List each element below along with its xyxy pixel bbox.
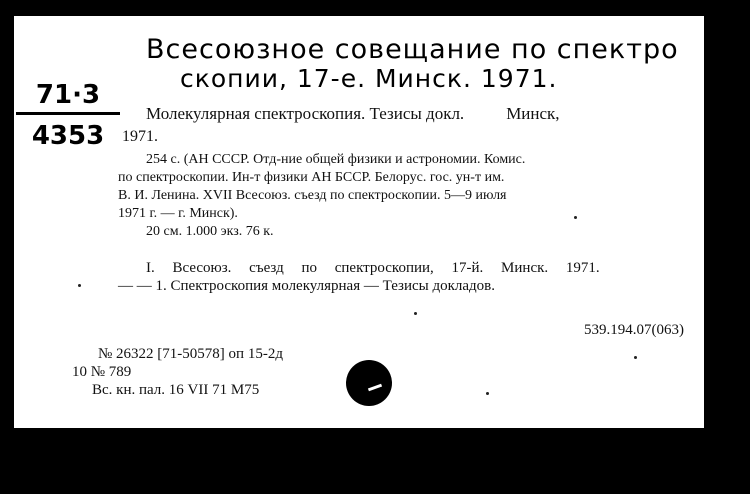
ink-blot	[346, 360, 392, 406]
description-line-3: В. И. Ленина. XVII Всесоюз. съезд по спектроскопии. 5—9 июля	[118, 188, 507, 203]
scan-speck	[574, 216, 577, 219]
size-line: 20 см. 1.000 экз. 76 к.	[146, 224, 274, 239]
scan-speck	[486, 392, 489, 395]
scan-speck	[78, 284, 81, 287]
publication-city: Минск,	[506, 104, 560, 123]
description-line-4: 1971 г. — г. Минск).	[118, 206, 238, 221]
description-line-2: по спектроскопии. Ин-т физики АН БССР. Белорус. гос. ун-т им.	[118, 170, 505, 185]
udc-classification: 539.194.07(063)	[584, 322, 684, 338]
tracing-line-2: — — 1. Спектроскопия молекулярная — Тезисы докладов.	[118, 278, 495, 294]
call-number	[16, 80, 120, 151]
handwritten-heading-line1: Всесоюзное совещание по спектро	[146, 34, 679, 65]
registration-line-2: 10 № 789	[72, 364, 132, 380]
publication-year: 1971.	[122, 128, 158, 145]
registration-line-3: Вс. кн. пал. 16 VII 71 М75	[92, 382, 260, 398]
scan-speck	[414, 312, 417, 315]
description-line-1: 254 с. (АН СССР. Отд-ние общей физики и астрономии. Комис.	[146, 152, 526, 167]
handwritten-heading-line2: скопии, 17-е. Минск. 1971.	[180, 64, 558, 93]
catalog-card	[14, 16, 704, 428]
tracing-line-1: I. Всесоюз. съезд по спектроскопии, 17-й. Минск. 1971.	[146, 260, 600, 276]
call-number-bottom: 4353	[31, 121, 105, 151]
title-line	[146, 104, 560, 124]
scan-speck	[634, 356, 637, 359]
book-title: Молекулярная спектроскопия. Тезисы докл.	[146, 104, 465, 123]
registration-line-1: № 26322 [71-50578] оп 15-2д	[98, 346, 283, 362]
call-number-top: 71·3	[16, 80, 120, 115]
